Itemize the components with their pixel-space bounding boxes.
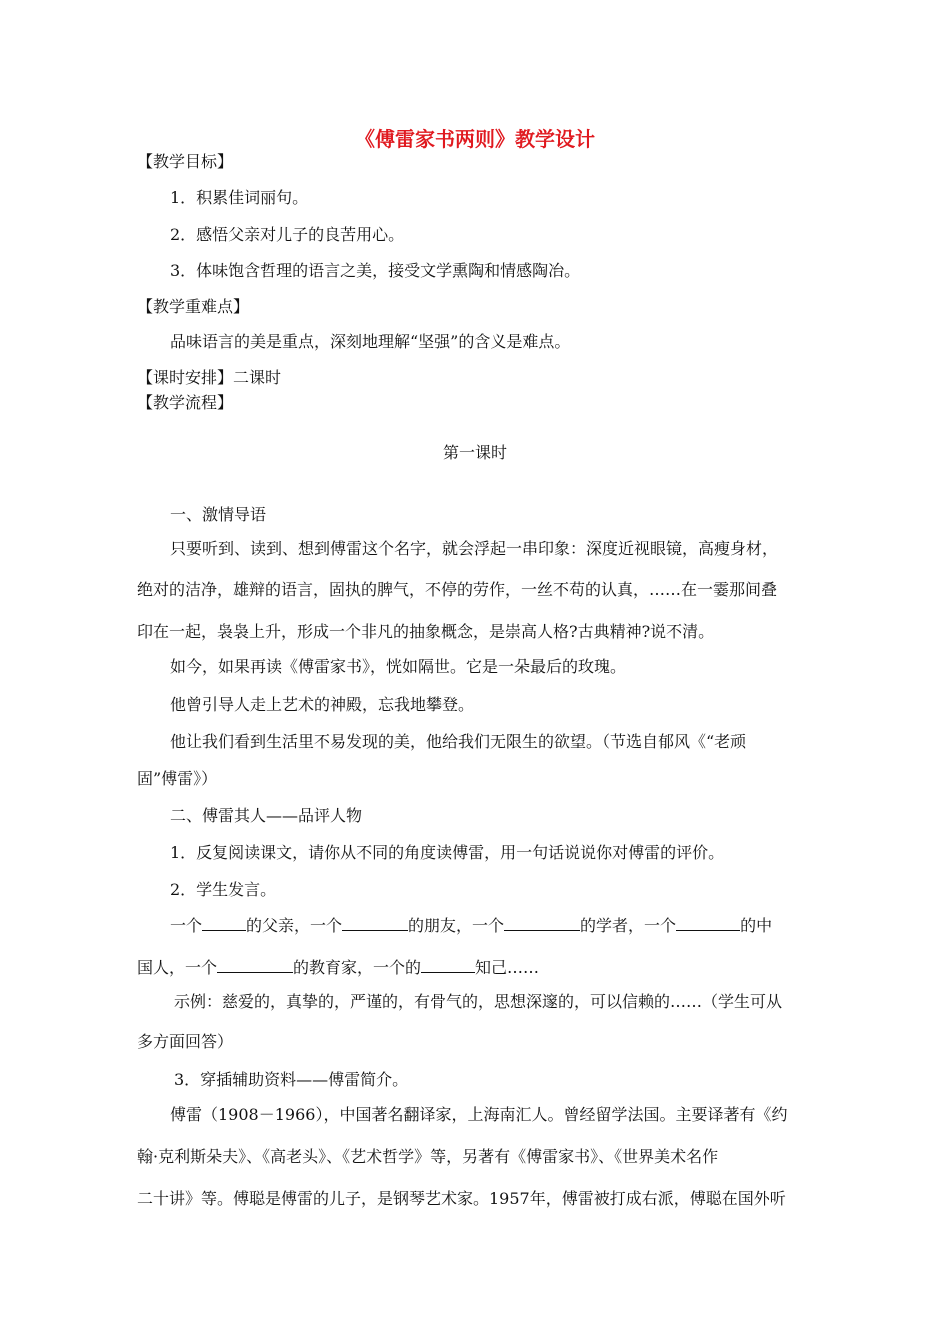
bio-line: 二十讲》等。傅聪是傅雷的儿子，是钢琴艺术家。1957年，傅雷被打成右派，傅聪在国外听: [137, 1189, 786, 1208]
section1-paragraph-4: 他让我们看到生活里不易发现的美，他给我们无限生的欲望。（节选自郁风《“老顽: [170, 732, 747, 751]
fill-blank: [342, 915, 408, 931]
goal-item-2: 2．感悟父亲对儿子的良苦用心。: [170, 225, 405, 244]
fill-in-line-2: [137, 957, 817, 978]
fill-blank: [421, 957, 475, 973]
heading-goals: 【教学目标】: [137, 152, 234, 171]
section1-paragraph-line: 印在一起，袅袅上升，形成一个非凡的抽象概念，是崇高人格?古典精神?说不清。: [137, 622, 715, 641]
fill-in-line-1: [170, 915, 817, 936]
goal-item-3: 3．体味饱含哲理的语言之美，接受文学熏陶和情感陶冶。: [170, 261, 581, 280]
section1-paragraph-2: 如今，如果再读《傅雷家书》，恍如隔世。它是一朵最后的玫瑰。: [170, 657, 627, 676]
section2-item-2: 2．学生发言。: [170, 880, 277, 899]
fill-text: 知己……: [475, 958, 540, 977]
fill-blank: [504, 915, 580, 931]
fill-text: 一个: [170, 916, 203, 935]
bio-line: 傅雷（1908－1966），中国著名翻译家，上海南汇人。曾经留学法国。主要译著有《约: [170, 1105, 788, 1124]
section2-heading: 二、傅雷其人——品评人物: [170, 806, 363, 825]
section1-paragraph-4-cont: 固”傅雷》）: [137, 769, 218, 788]
example-line: 示例：慈爱的，真挚的，严谨的，有骨气的，思想深邃的，可以信赖的……（学生可从: [174, 992, 783, 1011]
section1-heading: 一、激情导语: [170, 505, 267, 524]
section1-paragraph-line: 绝对的洁净，雄辩的语言，固执的脾气，不停的劳作，一丝不苟的认真，……在一霎那间叠: [137, 580, 778, 599]
goal-item-1: 1．积累佳词丽句。: [170, 188, 309, 207]
fill-blank: [202, 915, 246, 931]
fill-text: 国人，一个: [137, 958, 218, 977]
fill-text: 的中: [740, 916, 773, 935]
key-points-text: 品味语言的美是重点，深刻地理解“坚强”的含义是难点。: [170, 332, 571, 351]
section1-paragraph-line: 只要听到、读到、想到傅雷这个名字，就会浮起一串印象：深度近视眼镜，高瘦身材，: [170, 539, 779, 558]
heading-flow: 【教学流程】: [137, 393, 234, 412]
fill-text: 的朋友，一个: [408, 916, 505, 935]
heading-schedule: 【课时安排】二课时: [137, 368, 282, 387]
bio-line: 翰·克利斯朵夫》、《高老头》、《艺术哲学》等，另著有《傅雷家书》、《世界美术名作: [137, 1147, 719, 1166]
fill-blank: [217, 957, 293, 973]
section2-item-3: 3．穿插辅助资料——傅雷简介。: [174, 1070, 409, 1089]
fill-text: 的父亲，一个: [246, 916, 343, 935]
section1-paragraph-3: 他曾引导人走上艺术的神殿，忘我地攀登。: [170, 695, 475, 714]
document-title: 《傅雷家书两则》教学设计: [355, 127, 595, 151]
lesson-title: 第一课时: [442, 443, 507, 462]
section2-item-1: 1．反复阅读课文，请你从不同的角度读傅雷，用一句话说说你对傅雷的评价。: [170, 843, 725, 862]
fill-text: 的教育家，一个的: [293, 958, 422, 977]
heading-key-points: 【教学重难点】: [137, 297, 250, 316]
fill-blank: [676, 915, 740, 931]
fill-text: 的学者，一个: [580, 916, 677, 935]
example-line-cont: 多方面回答）: [137, 1032, 234, 1051]
